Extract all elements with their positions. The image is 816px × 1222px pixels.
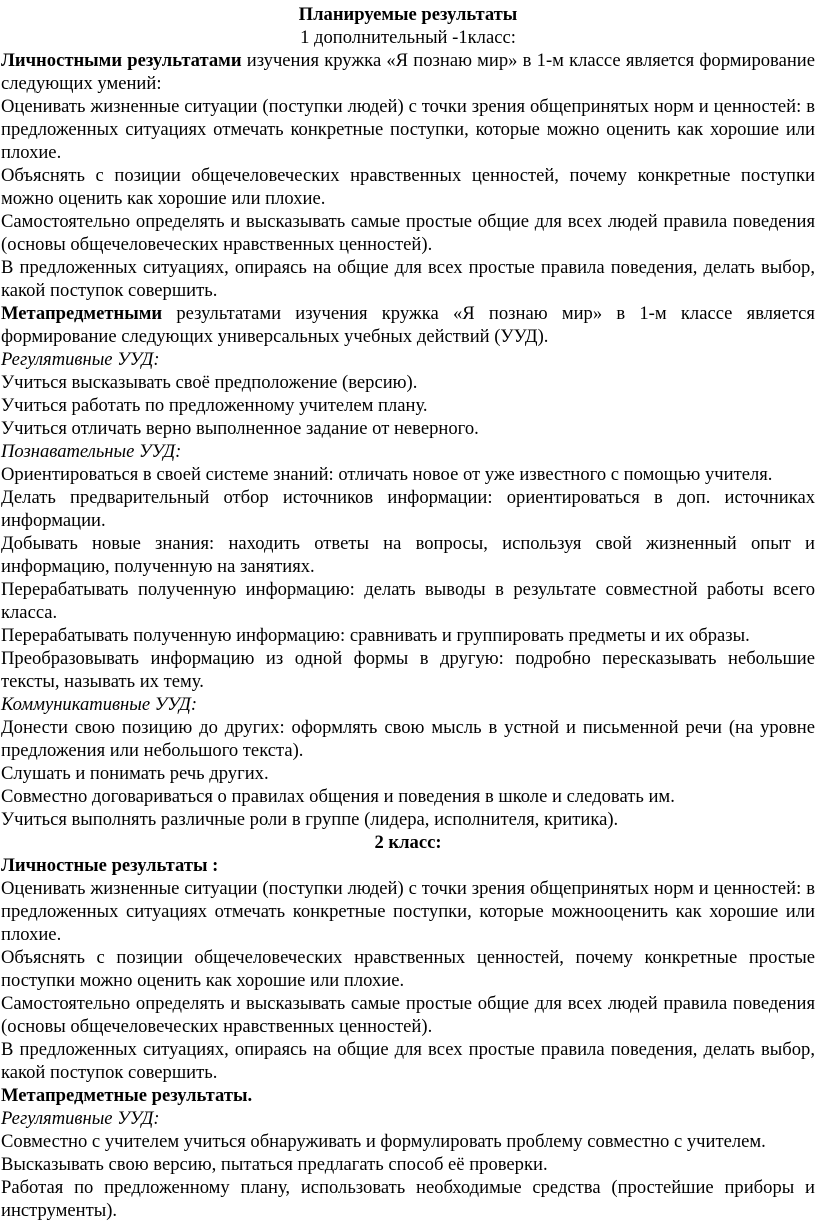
- g1-personal-intro: [1, 49, 815, 95]
- g1-communicative-label: Коммуникативные УУД:: [1, 694, 198, 715]
- g2-personal-item: Оценивать жизненные ситуации (поступки людей) с точки зрения общепринятых норм и ценностей: в предложенных ситуациях отмечать конкретные поступки, которые можнооценить как хорошие или плохие.: [1, 878, 815, 945]
- g1-cognitive-item: Перерабатывать полученную информацию: делать выводы в результате совместной работы всего класса.: [1, 579, 815, 623]
- document-title: Планируемые результаты: [298, 4, 518, 25]
- g1-regulative-item: Учиться отличать верно выполненное задание от неверного.: [1, 418, 479, 439]
- g1-personal-item: Оценивать жизненные ситуации (поступки людей) с точки зрения общепринятых норм и ценностей: в предложенных ситуациях отмечать конкретные поступки, которые можно оценить как хорошие или плохие.: [1, 96, 815, 163]
- g1-personal-item: Объяснять с позиции общечеловеческих нравственных ценностей, почему конкретные поступки можно оценить как хорошие или плохие.: [1, 165, 815, 209]
- grade2-heading: 2 класс:: [374, 832, 442, 853]
- g1-meta-intro-rest: результатами изучения кружка «Я познаю мир» в 1-м классе является формирование следующих универсальных учебных действий (УУД).: [1, 303, 815, 347]
- g1-communicative-item: Учиться выполнять различные роли в группе (лидера, исполнителя, критика).: [1, 809, 619, 830]
- g2-personal-label: Личностные результаты :: [1, 855, 219, 876]
- g1-cognitive-item: Перерабатывать полученную информацию: сравнивать и группировать предметы и их образы.: [1, 625, 750, 646]
- g1-regulative-item: Учиться высказывать своё предположение (версию).: [1, 372, 418, 393]
- g1-personal-item: В предложенных ситуациях, опираясь на общие для всех простые правила поведения, делать выбор, какой поступок совершить.: [1, 257, 815, 301]
- g1-regulative-item: Учиться работать по предложенному учителем плану.: [1, 395, 428, 416]
- g1-cognitive-item: Преобразовывать информацию из одной формы в другую: подробно пересказывать небольшие тексты, называть их тему.: [1, 648, 815, 692]
- grade1-heading: 1 дополнительный -1класс:: [300, 27, 516, 48]
- g1-communicative-item: Совместно договариваться о правилах общения и поведения в школе и следовать им.: [1, 786, 675, 807]
- g1-personal-item: Самостоятельно определять и высказывать самые простые общие для всех людей правила поведения (основы общечеловеческих нравственных ценностей).: [1, 211, 815, 255]
- g1-meta-intro-bold: Метапредметными: [1, 303, 163, 324]
- g2-personal-item: В предложенных ситуациях, опираясь на общие для всех простые правила поведения, делать выбор, какой поступок совершить.: [1, 1039, 815, 1083]
- g1-cognitive-item: Делать предварительный отбор источников информации: ориентироваться в доп. источниках информации.: [1, 487, 815, 531]
- g1-communicative-item: Донести свою позицию до других: оформлять свою мысль в устной и письменной речи (на уровне предложения или небольшого текста).: [1, 717, 815, 761]
- g1-personal-intro-rest: изучения кружка «Я познаю мир» в 1-м классе является формирование следующих умений:: [1, 50, 815, 94]
- g1-cognitive-item: Ориентироваться в своей системе знаний: отличать новое от уже известного с помощью учителя.: [1, 464, 773, 485]
- g1-personal-intro-bold: Личностными результатами: [1, 50, 242, 71]
- g1-cognitive-label: Познавательные УУД:: [1, 441, 182, 462]
- g1-meta-intro: [1, 302, 815, 348]
- g2-regulative-label: Регулятивные УУД:: [1, 1108, 160, 1129]
- g2-meta-label: Метапредметные результаты.: [1, 1085, 253, 1106]
- g1-communicative-item: Слушать и понимать речь других.: [1, 763, 269, 784]
- g2-personal-item: Самостоятельно определять и высказывать самые простые общие для всех людей правила поведения (основы общечеловеческих нравственных ценностей).: [1, 993, 815, 1037]
- g2-personal-item: Объяснять с позиции общечеловеческих нравственных ценностей, почему конкретные простые поступки можно оценить как хорошие или плохие.: [1, 947, 815, 991]
- g2-regulative-item: Совместно с учителем учиться обнаруживать и формулировать проблему совместно с учителем.: [1, 1131, 766, 1152]
- g1-regulative-label: Регулятивные УУД:: [1, 349, 160, 370]
- g1-cognitive-item: Добывать новые знания: находить ответы на вопросы, используя свой жизненный опыт и информацию, полученную на занятиях.: [1, 533, 815, 577]
- g2-regulative-item: Работая по предложенному плану, использовать необходимые средства (простейшие приборы и инструменты).: [1, 1177, 815, 1221]
- g2-regulative-item: Высказывать свою версию, пытаться предлагать способ её проверки.: [1, 1154, 548, 1175]
